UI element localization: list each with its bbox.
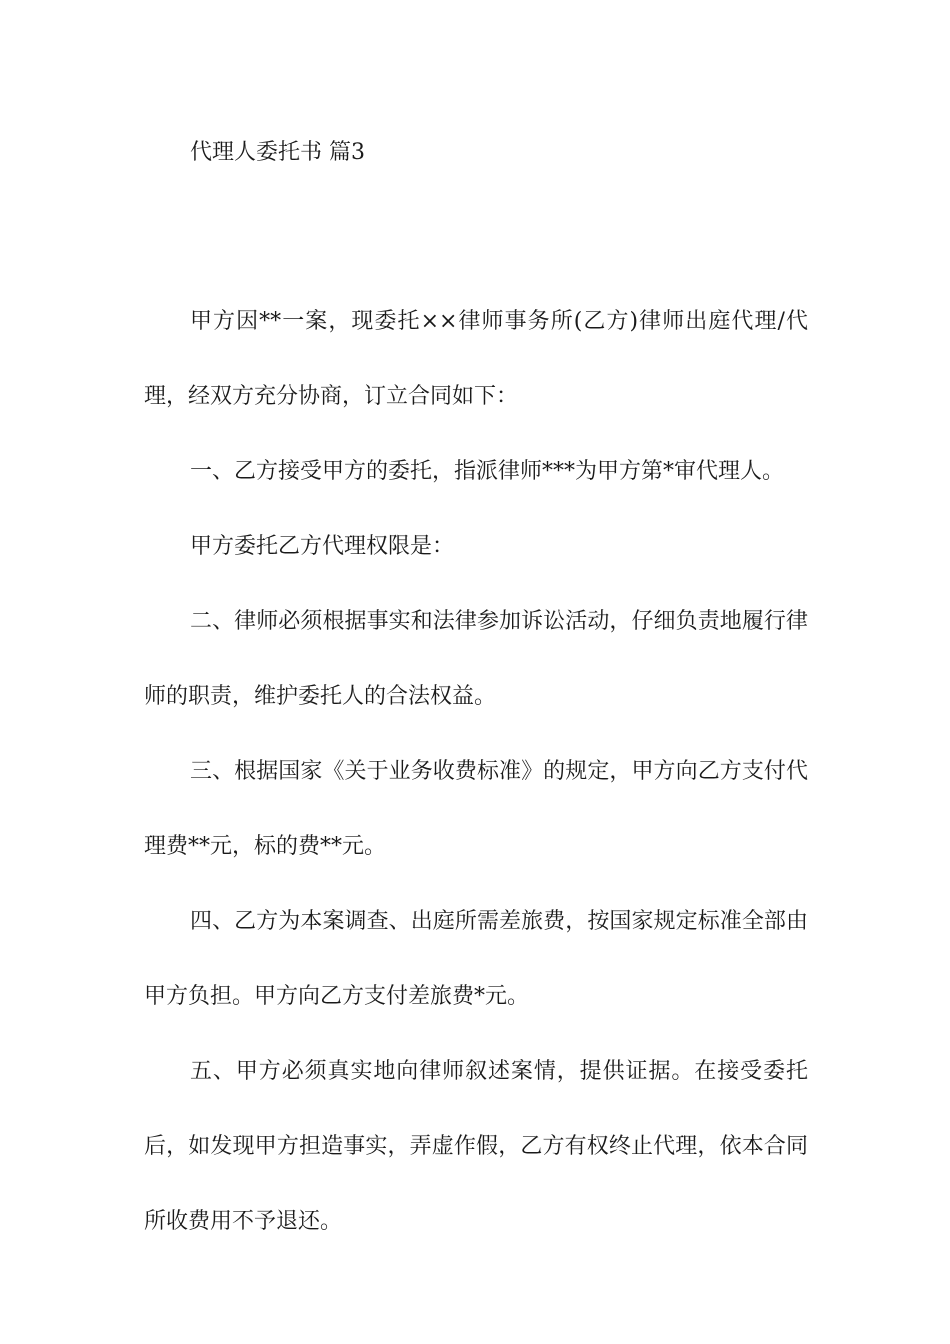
paragraph-clause-4: 四、乙方为本案调查、出庭所需差旅费，按国家规定标准全部由甲方负担。甲方向乙方支付差旅费*元。 [144,909,808,1009]
paragraph-authority: 甲方委托乙方代理权限是： [190,534,455,559]
document-body [144,284,808,1259]
paragraph-intro: 甲方因**一案，现委托××律师事务所(乙方)律师出庭代理/代理，经双方充分协商，订立合同如下： [144,309,808,409]
paragraph-clause-1: 一、乙方接受甲方的委托，指派律师***为甲方第*审代理人。 [190,459,785,484]
paragraph-clause-5: 五、甲方必须真实地向律师叙述案情，提供证据。在接受委托后，如发现甲方担造事实，弄虚作假，乙方有权终止代理，依本合同所收费用不予退还。 [144,1059,808,1234]
paragraph-clause-3: 三、根据国家《关于业务收费标准》的规定，甲方向乙方支付代理费**元，标的费**元。 [144,759,808,859]
paragraph-clause-2: 二、律师必须根据事实和法律参加诉讼活动，仔细负责地履行律师的职责，维护委托人的合法权益。 [144,609,808,709]
document-title: 代理人委托书 篇3 [190,140,365,165]
